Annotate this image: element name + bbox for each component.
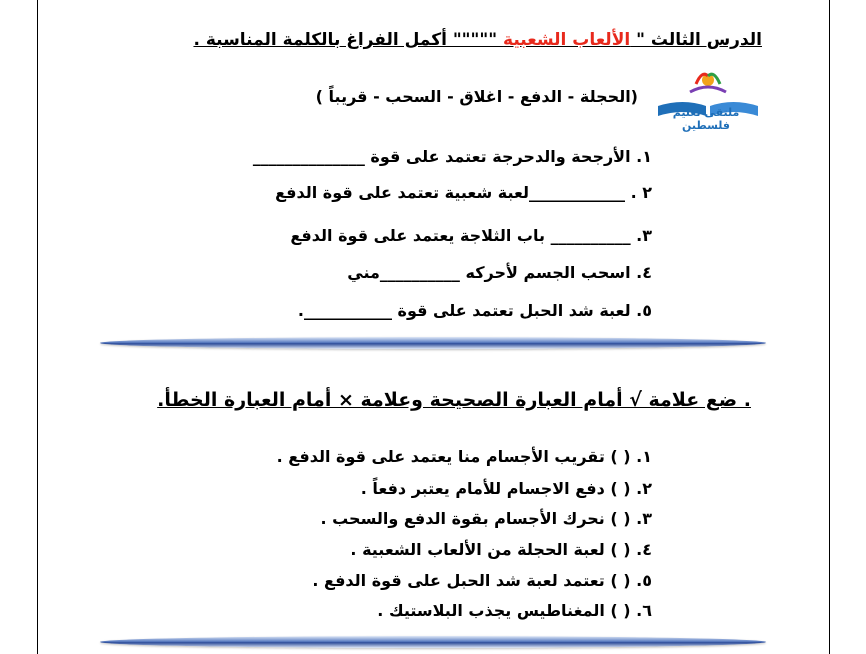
fill-item-3: ٣. __________ باب الثلاجة يعتمد على قوة الدفع xyxy=(290,226,652,245)
tf-item-4: ٤. ( ) لعبة الحجلة من الألعاب الشعبية . xyxy=(350,540,652,559)
bottom-separator xyxy=(100,636,766,648)
fill-item-4: ٤. اسحب الجسم لأحركه __________مني xyxy=(347,263,652,282)
section-separator xyxy=(100,337,766,349)
page-border-right xyxy=(829,0,830,654)
tf-item-1: ١. ( ) تقريب الأجسام منا يعتمد على قوة الدفع . xyxy=(276,447,652,466)
fill-item-1: ١. الأرجحة والدحرجة تعتمد على قوة ______________ xyxy=(252,147,652,166)
logo-text: ملتقى تعليم فلسطين xyxy=(672,106,740,132)
tf-item-2: ٢. ( ) دفع الاجسام للأمام يعتبر دفعاً . xyxy=(360,479,652,498)
title-lesson-name: الألعاب الشعبية xyxy=(503,30,631,50)
fill-item-2: ٢ . ____________لعبة شعبية تعتمد على قوة الدفع xyxy=(275,183,652,202)
true-false-instruction: . ضع علامة √ أمام العبارة الصحيحة وعلامة × أمام العبارة الخطأ. xyxy=(157,389,751,411)
tf-item-6: ٦. ( ) المغناطيس يجذب البلاستيك . xyxy=(377,601,652,620)
word-choices: (الحجلة - الدفع - اغلاق - السحب - قريباً ) xyxy=(315,87,638,106)
tf-item-3: ٣. ( ) نحرك الأجسام بقوة الدفع والسحب . xyxy=(320,509,652,528)
title-prefix: الدرس الثالث " xyxy=(630,30,762,50)
title-instruction: """"" أكمل الفراغ بالكلمة المناسبة . xyxy=(193,30,504,50)
tf-item-5: ٥. ( ) تعتمد لعبة شد الحبل على قوة الدفع . xyxy=(312,571,652,590)
lesson-title xyxy=(193,30,762,50)
page-border-left xyxy=(37,0,38,654)
fill-item-5: ٥. لعبة شد الحبل تعتمد على قوة ___________. xyxy=(297,301,652,320)
